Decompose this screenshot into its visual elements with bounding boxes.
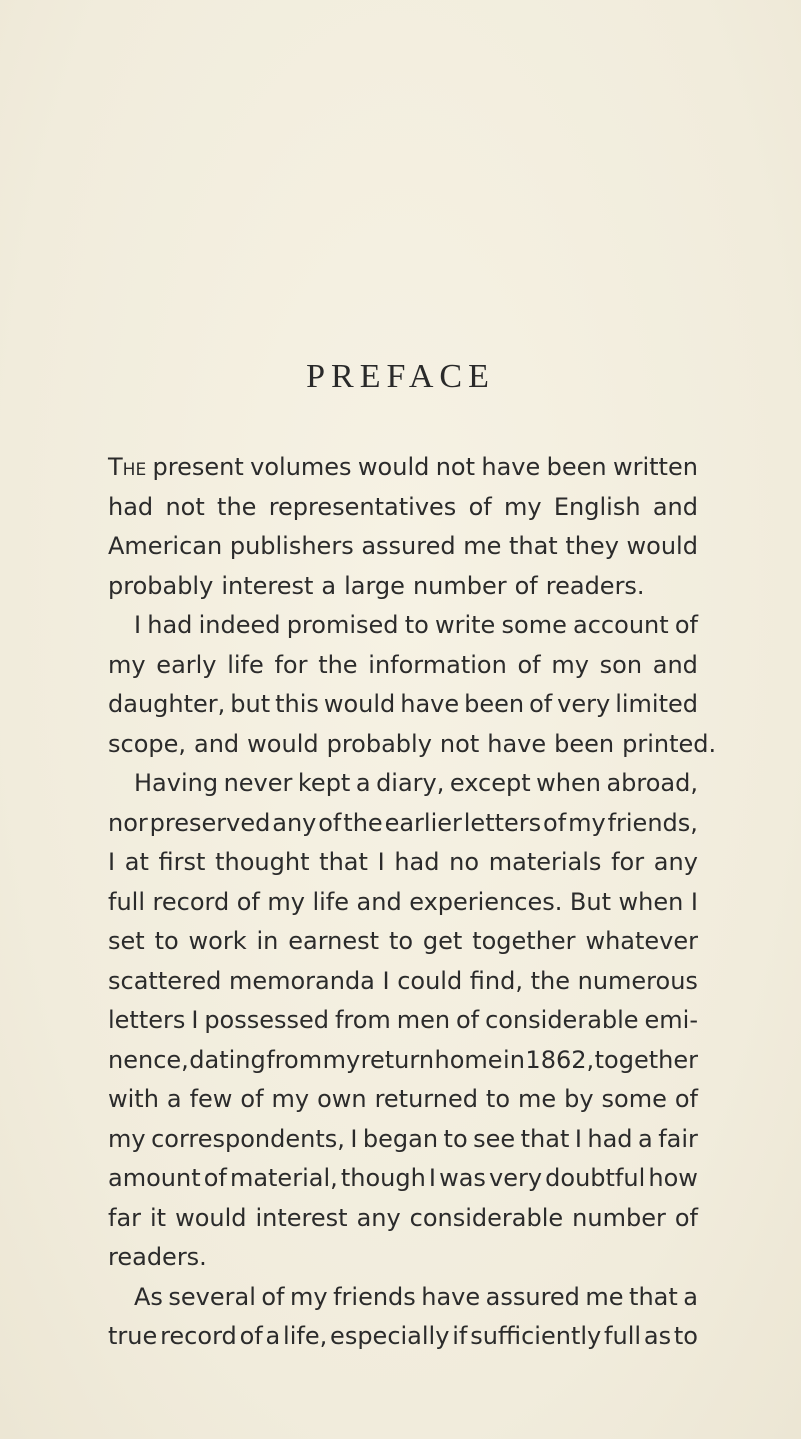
word: several — [168, 1282, 256, 1311]
word: considerable — [485, 1006, 639, 1034]
word: would — [247, 729, 319, 758]
text-line — [108, 843, 698, 883]
word: I — [191, 1006, 199, 1034]
text-line — [108, 962, 698, 1002]
word: when — [618, 887, 684, 916]
word: doubtful — [545, 1164, 646, 1192]
word: English — [553, 492, 641, 521]
word: was — [439, 1164, 486, 1192]
word: I — [377, 848, 385, 876]
word: my — [322, 1045, 361, 1074]
word: whatever — [585, 927, 698, 955]
word: record — [152, 887, 230, 916]
word: life — [312, 887, 350, 916]
word: and — [652, 650, 698, 679]
word: together — [472, 927, 576, 955]
word: limited — [615, 690, 698, 718]
word: diary, — [376, 769, 445, 797]
word: American — [108, 532, 223, 560]
word: return — [360, 1045, 435, 1074]
word: memoranda — [228, 966, 375, 995]
word: and — [194, 729, 240, 758]
word: assured — [361, 532, 456, 560]
word: with — [108, 1085, 159, 1113]
word: true — [108, 1322, 158, 1350]
word: have — [421, 1282, 481, 1311]
word: numerous — [577, 966, 698, 995]
word: that — [629, 1282, 678, 1311]
word: some — [501, 611, 567, 639]
word: of — [674, 1203, 698, 1232]
word: of — [318, 808, 342, 837]
word: Having — [134, 769, 219, 797]
word: from — [266, 1045, 323, 1074]
word: get — [422, 927, 463, 955]
word: early — [156, 650, 217, 679]
word: work — [188, 927, 247, 955]
word: few — [189, 1085, 233, 1113]
word: experiences. — [409, 887, 563, 916]
word: letters — [463, 808, 542, 837]
word: account — [573, 611, 669, 639]
word: a — [265, 1322, 281, 1350]
word: the — [318, 650, 358, 679]
word: began — [362, 1124, 439, 1153]
text-line — [108, 725, 717, 765]
word: earnest — [288, 927, 380, 955]
word: write — [434, 611, 496, 639]
word: very — [489, 1164, 543, 1192]
word: of — [261, 1282, 285, 1311]
word: not — [439, 729, 480, 758]
word: considerable — [409, 1203, 564, 1232]
word: would — [626, 532, 698, 560]
word: in — [503, 1045, 525, 1074]
word: scattered — [108, 966, 222, 995]
word: and — [356, 887, 402, 916]
text-line — [108, 1199, 698, 1239]
text-line — [108, 1317, 698, 1357]
word: find, — [469, 966, 523, 995]
word: full — [604, 1322, 642, 1350]
word: to — [404, 611, 429, 639]
word: in — [256, 927, 279, 955]
word: it — [150, 1203, 167, 1232]
text-line — [108, 685, 698, 725]
word: for — [611, 848, 645, 876]
word: that — [319, 848, 368, 876]
word: present — [152, 453, 244, 481]
word: first — [158, 848, 206, 876]
word: of — [236, 887, 260, 916]
word: to — [443, 1124, 468, 1153]
word: of — [517, 650, 541, 679]
word: had — [108, 492, 154, 521]
word: I — [690, 887, 698, 916]
word: volumes — [250, 453, 352, 481]
word: a — [166, 1085, 182, 1113]
word: letters — [108, 1006, 186, 1034]
word: material, — [229, 1164, 338, 1192]
word: publishers — [229, 532, 354, 560]
text-line — [108, 1278, 698, 1318]
word: together — [594, 1045, 698, 1074]
word: would — [323, 690, 396, 718]
word: been — [464, 690, 525, 718]
word: I — [350, 1124, 358, 1153]
word: far — [108, 1203, 142, 1232]
word: possessed — [204, 1006, 330, 1034]
word: I — [574, 1124, 582, 1153]
word: large — [344, 571, 405, 600]
word: own — [317, 1085, 367, 1113]
word: As — [134, 1282, 163, 1311]
word: of — [543, 808, 567, 837]
word: my — [267, 887, 305, 916]
text-line — [108, 567, 698, 607]
word: a — [321, 571, 337, 600]
word: of — [529, 690, 553, 718]
word: me — [517, 1085, 557, 1113]
text-line — [108, 883, 698, 923]
word: son — [599, 650, 643, 679]
text-line — [108, 804, 698, 844]
word: The — [108, 453, 147, 481]
word: never — [223, 769, 293, 797]
word: very — [557, 690, 611, 718]
word: materials — [488, 848, 602, 876]
word: men — [396, 1006, 451, 1034]
word: as — [643, 1322, 672, 1350]
word: my — [504, 492, 542, 521]
word: emi- — [644, 1006, 698, 1034]
word: a — [683, 1282, 698, 1311]
word: the — [217, 492, 257, 521]
text-line — [108, 1041, 698, 1081]
word: that — [508, 532, 558, 560]
word: home — [434, 1045, 503, 1074]
word: nence, — [108, 1045, 189, 1074]
word: life — [227, 650, 264, 679]
word: any — [653, 848, 698, 876]
word: number — [412, 571, 507, 600]
word: probably — [326, 729, 432, 758]
word: assured — [485, 1282, 580, 1311]
word: number — [572, 1203, 666, 1232]
word: abroad, — [606, 769, 698, 797]
word: returned — [374, 1085, 478, 1113]
word: the — [343, 808, 383, 837]
word: though — [340, 1164, 426, 1192]
word: I — [428, 1164, 436, 1192]
word: had — [147, 611, 193, 639]
word: to — [388, 927, 414, 955]
word: of — [456, 1006, 480, 1034]
page-heading: PREFACE — [306, 358, 495, 395]
word: at — [124, 848, 149, 876]
word: this — [275, 690, 319, 718]
word: of — [674, 611, 698, 639]
word: especially — [330, 1322, 450, 1350]
word: my — [108, 650, 146, 679]
word: would — [175, 1203, 247, 1232]
word: except — [449, 769, 531, 797]
word: written — [612, 453, 698, 481]
word: fair — [658, 1124, 698, 1153]
word: life, — [283, 1322, 328, 1350]
word: that — [520, 1124, 570, 1153]
word: me — [463, 532, 502, 560]
word: I — [134, 611, 142, 639]
word: indeed — [198, 611, 281, 639]
word: any — [356, 1203, 401, 1232]
text-line — [108, 764, 698, 804]
word: of — [468, 492, 492, 521]
word: interest — [255, 1203, 348, 1232]
word: to — [485, 1085, 511, 1113]
word: a — [638, 1124, 653, 1153]
text-line — [108, 1001, 698, 1041]
word: of — [514, 571, 538, 600]
word: amount — [108, 1164, 201, 1192]
word: correspondents, — [151, 1124, 345, 1153]
word: when — [536, 769, 601, 797]
word: record — [160, 1322, 237, 1350]
text-line — [108, 922, 698, 962]
word: of — [203, 1164, 227, 1192]
word: my — [568, 808, 606, 837]
word: could — [397, 966, 463, 995]
word: to — [154, 927, 179, 955]
word: printed. — [622, 729, 717, 758]
word: and — [652, 492, 698, 521]
word: see — [473, 1124, 516, 1153]
word: information — [368, 650, 507, 679]
word: have — [481, 453, 541, 481]
word: not — [435, 453, 476, 481]
word: my — [271, 1085, 310, 1113]
word: had — [394, 848, 440, 876]
word: probably — [108, 571, 214, 600]
word: of — [674, 1085, 698, 1113]
word: full — [108, 887, 145, 916]
word: I — [382, 966, 390, 995]
word: friends, — [607, 808, 698, 837]
word: been — [546, 453, 607, 481]
word: scope, — [108, 729, 187, 758]
text-line — [108, 1120, 698, 1160]
word: promised — [286, 611, 399, 639]
word: any — [272, 808, 317, 837]
word: interest — [221, 571, 314, 600]
word: me — [585, 1282, 624, 1311]
text-line — [108, 646, 698, 686]
word: my — [551, 650, 589, 679]
word: I — [108, 848, 116, 876]
word: the — [530, 966, 570, 995]
word: from — [334, 1006, 391, 1034]
word: no — [449, 848, 480, 876]
word: readers. — [545, 571, 645, 600]
word: not — [165, 492, 205, 521]
text-line — [108, 606, 698, 646]
word: of — [239, 1322, 263, 1350]
word: dating — [189, 1045, 266, 1074]
word: by — [564, 1085, 594, 1113]
word: how — [648, 1164, 698, 1192]
word: earlier — [384, 808, 462, 837]
word: my — [290, 1282, 328, 1311]
word: would — [357, 453, 430, 481]
word: of — [240, 1085, 264, 1113]
word: 1862, — [525, 1045, 595, 1074]
word: daughter, — [108, 690, 226, 718]
word: But — [569, 887, 611, 916]
word: preserved — [149, 808, 271, 837]
word: if — [452, 1322, 468, 1350]
word: set — [108, 927, 145, 955]
text-line — [108, 1080, 698, 1120]
word: for — [274, 650, 308, 679]
word: they — [565, 532, 619, 560]
word: have — [487, 729, 547, 758]
text-line — [108, 448, 698, 488]
word: had — [587, 1124, 633, 1153]
text-line — [108, 527, 698, 567]
text-line — [108, 488, 698, 528]
preface-body — [108, 448, 717, 1357]
word: some — [601, 1085, 667, 1113]
word: sufficiently — [470, 1322, 602, 1350]
word: friends — [333, 1282, 416, 1311]
word: nor — [108, 808, 148, 837]
text-line — [108, 1159, 698, 1199]
word: to — [673, 1322, 698, 1350]
word: have — [400, 690, 460, 718]
word: but — [230, 690, 271, 718]
word: readers. — [108, 1243, 207, 1271]
word: a — [355, 769, 371, 797]
word: representatives — [268, 492, 457, 521]
word: been — [554, 729, 615, 758]
word: thought — [215, 848, 310, 876]
word: my — [108, 1124, 146, 1153]
text-line — [108, 1238, 698, 1278]
word: kept — [297, 769, 351, 797]
